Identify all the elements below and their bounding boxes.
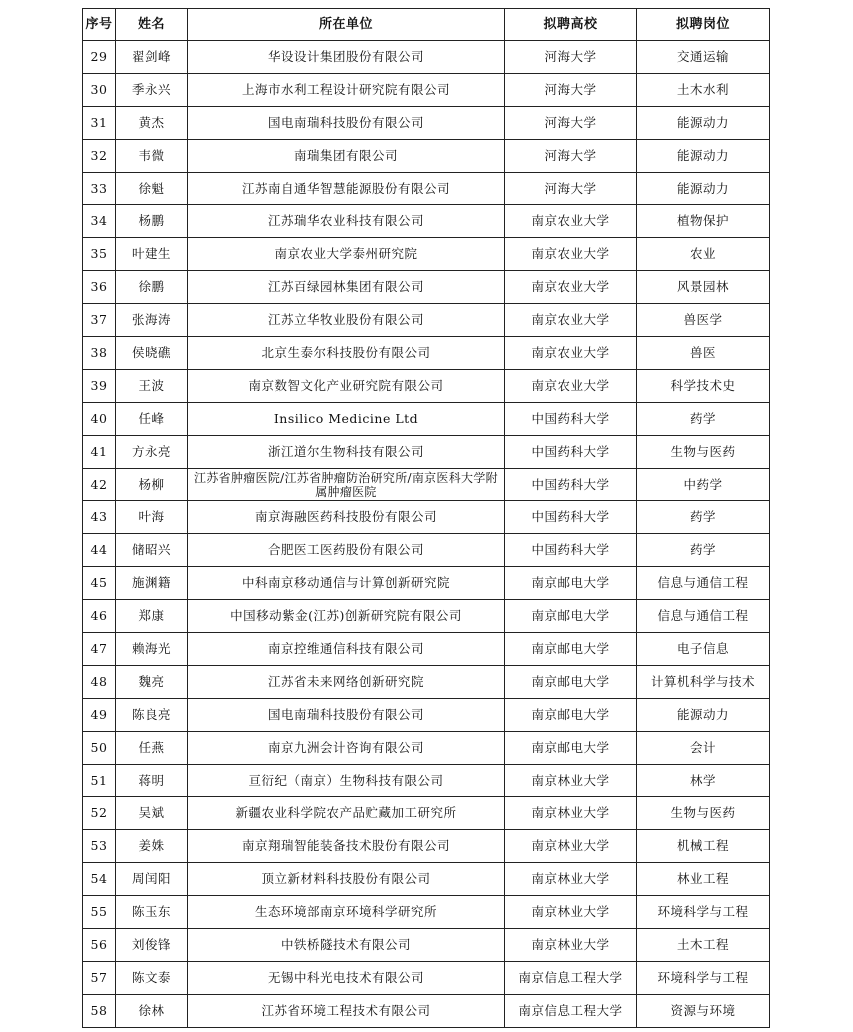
name-cell: 韦微	[116, 139, 188, 172]
position-cell: 能源动力	[637, 106, 770, 139]
position-cell: 植物保护	[637, 205, 770, 238]
table-row	[83, 402, 770, 435]
unit-cell: 华设设计集团股份有限公司	[188, 41, 505, 74]
position-cell: 信息与通信工程	[637, 567, 770, 600]
unit-cell: 江苏南自通华智慧能源股份有限公司	[188, 172, 505, 205]
unit-cell: 浙江道尔生物科技有限公司	[188, 435, 505, 468]
unit-cell: 江苏省肿瘤医院/江苏省肿瘤防治研究所/南京医科大学附属肿瘤医院	[188, 468, 505, 501]
name-cell: 黄杰	[116, 106, 188, 139]
seq-cell: 38	[83, 337, 116, 370]
university-cell: 南京农业大学	[505, 304, 637, 337]
table-row	[83, 238, 770, 271]
name-cell: 徐魁	[116, 172, 188, 205]
name-cell: 魏亮	[116, 665, 188, 698]
name-cell: 杨柳	[116, 468, 188, 501]
table-row	[83, 698, 770, 731]
university-cell: 南京邮电大学	[505, 731, 637, 764]
name-cell: 陈良亮	[116, 698, 188, 731]
position-cell: 林学	[637, 764, 770, 797]
unit-cell: 南瑞集团有限公司	[188, 139, 505, 172]
unit-cell: 江苏省环境工程技术有限公司	[188, 994, 505, 1027]
unit-cell: Insilico Medicine Ltd	[188, 402, 505, 435]
position-cell: 科学技术史	[637, 369, 770, 402]
university-cell: 南京信息工程大学	[505, 994, 637, 1027]
unit-cell: 合肥医工医药股份有限公司	[188, 534, 505, 567]
position-cell: 能源动力	[637, 698, 770, 731]
unit-cell: 国电南瑞科技股份有限公司	[188, 106, 505, 139]
university-cell: 河海大学	[505, 172, 637, 205]
seq-cell: 47	[83, 633, 116, 666]
table-row	[83, 435, 770, 468]
table-row	[83, 369, 770, 402]
position-cell: 兽医	[637, 337, 770, 370]
header-university: 拟聘高校	[505, 9, 637, 41]
seq-cell: 29	[83, 41, 116, 74]
name-cell: 陈文泰	[116, 961, 188, 994]
university-cell: 中国药科大学	[505, 534, 637, 567]
position-cell: 药学	[637, 501, 770, 534]
seq-cell: 57	[83, 961, 116, 994]
unit-cell: 南京控维通信科技有限公司	[188, 633, 505, 666]
seq-cell: 40	[83, 402, 116, 435]
table-row	[83, 896, 770, 929]
name-cell: 施渊籍	[116, 567, 188, 600]
position-cell: 会计	[637, 731, 770, 764]
university-cell: 南京邮电大学	[505, 567, 637, 600]
table-header-row	[83, 9, 770, 41]
name-cell: 任燕	[116, 731, 188, 764]
name-cell: 周闰阳	[116, 863, 188, 896]
unit-cell: 国电南瑞科技股份有限公司	[188, 698, 505, 731]
table-row	[83, 994, 770, 1027]
seq-cell: 50	[83, 731, 116, 764]
university-cell: 南京邮电大学	[505, 665, 637, 698]
seq-cell: 58	[83, 994, 116, 1027]
seq-cell: 56	[83, 929, 116, 962]
table-row	[83, 567, 770, 600]
university-cell: 中国药科大学	[505, 468, 637, 501]
table-row	[83, 172, 770, 205]
table-row	[83, 929, 770, 962]
seq-cell: 32	[83, 139, 116, 172]
seq-cell: 35	[83, 238, 116, 271]
unit-cell: 江苏立华牧业股份有限公司	[188, 304, 505, 337]
table-row	[83, 73, 770, 106]
position-cell: 兽医学	[637, 304, 770, 337]
candidate-table	[82, 8, 770, 1028]
table-row	[83, 731, 770, 764]
table-row	[83, 271, 770, 304]
unit-cell: 江苏瑞华农业科技有限公司	[188, 205, 505, 238]
seq-cell: 51	[83, 764, 116, 797]
name-cell: 赖海光	[116, 633, 188, 666]
name-cell: 方永亮	[116, 435, 188, 468]
university-cell: 中国药科大学	[505, 402, 637, 435]
unit-cell: 中铁桥隧技术有限公司	[188, 929, 505, 962]
position-cell: 风景园林	[637, 271, 770, 304]
position-cell: 环境科学与工程	[637, 896, 770, 929]
name-cell: 姜姝	[116, 830, 188, 863]
seq-cell: 45	[83, 567, 116, 600]
seq-cell: 52	[83, 797, 116, 830]
name-cell: 刘俊锋	[116, 929, 188, 962]
university-cell: 南京林业大学	[505, 896, 637, 929]
university-cell: 南京信息工程大学	[505, 961, 637, 994]
seq-cell: 55	[83, 896, 116, 929]
table-row	[83, 764, 770, 797]
university-cell: 河海大学	[505, 106, 637, 139]
university-cell: 南京农业大学	[505, 271, 637, 304]
name-cell: 陈玉东	[116, 896, 188, 929]
unit-cell: 南京翔瑞智能装备技术股份有限公司	[188, 830, 505, 863]
position-cell: 土木水利	[637, 73, 770, 106]
position-cell: 计算机科学与技术	[637, 665, 770, 698]
name-cell: 徐鹏	[116, 271, 188, 304]
unit-cell: 江苏省未来网络创新研究院	[188, 665, 505, 698]
unit-cell: 南京九洲会计咨询有限公司	[188, 731, 505, 764]
name-cell: 叶建生	[116, 238, 188, 271]
university-cell: 河海大学	[505, 139, 637, 172]
table-row	[83, 797, 770, 830]
university-cell: 南京林业大学	[505, 764, 637, 797]
university-cell: 中国药科大学	[505, 435, 637, 468]
table-row	[83, 304, 770, 337]
position-cell: 环境科学与工程	[637, 961, 770, 994]
name-cell: 张海涛	[116, 304, 188, 337]
position-cell: 生物与医药	[637, 797, 770, 830]
unit-cell: 中国移动紫金(江苏)创新研究院有限公司	[188, 600, 505, 633]
name-cell: 杨鹏	[116, 205, 188, 238]
unit-cell: 无锡中科光电技术有限公司	[188, 961, 505, 994]
table-row	[83, 41, 770, 74]
unit-cell: 北京生泰尔科技股份有限公司	[188, 337, 505, 370]
table-row	[83, 205, 770, 238]
header-name: 姓名	[116, 9, 188, 41]
name-cell: 徐林	[116, 994, 188, 1027]
position-cell: 中药学	[637, 468, 770, 501]
unit-cell: 顶立新材料科技股份有限公司	[188, 863, 505, 896]
name-cell: 翟剑峰	[116, 41, 188, 74]
seq-cell: 33	[83, 172, 116, 205]
university-cell: 南京农业大学	[505, 337, 637, 370]
university-cell: 河海大学	[505, 41, 637, 74]
table-row	[83, 830, 770, 863]
name-cell: 王波	[116, 369, 188, 402]
unit-cell: 新疆农业科学院农产品贮藏加工研究所	[188, 797, 505, 830]
seq-cell: 31	[83, 106, 116, 139]
unit-cell: 中科南京移动通信与计算创新研究院	[188, 567, 505, 600]
seq-cell: 41	[83, 435, 116, 468]
seq-cell: 39	[83, 369, 116, 402]
position-cell: 药学	[637, 402, 770, 435]
table-row	[83, 633, 770, 666]
name-cell: 储昭兴	[116, 534, 188, 567]
table-row	[83, 501, 770, 534]
name-cell: 郑康	[116, 600, 188, 633]
table-row	[83, 665, 770, 698]
table-row	[83, 863, 770, 896]
position-cell: 机械工程	[637, 830, 770, 863]
university-cell: 南京农业大学	[505, 205, 637, 238]
unit-cell: 南京海融医药科技股份有限公司	[188, 501, 505, 534]
unit-cell: 亘衍纪（南京）生物科技有限公司	[188, 764, 505, 797]
seq-cell: 30	[83, 73, 116, 106]
unit-cell: 南京农业大学泰州研究院	[188, 238, 505, 271]
name-cell: 吴斌	[116, 797, 188, 830]
name-cell: 侯晓礁	[116, 337, 188, 370]
name-cell: 季永兴	[116, 73, 188, 106]
table-body	[83, 41, 770, 1028]
table-row	[83, 600, 770, 633]
unit-cell: 江苏百绿园林集团有限公司	[188, 271, 505, 304]
unit-cell: 南京数智文化产业研究院有限公司	[188, 369, 505, 402]
seq-cell: 53	[83, 830, 116, 863]
university-cell: 中国药科大学	[505, 501, 637, 534]
header-seq: 序号	[83, 9, 116, 41]
seq-cell: 42	[83, 468, 116, 501]
university-cell: 南京林业大学	[505, 929, 637, 962]
position-cell: 信息与通信工程	[637, 600, 770, 633]
seq-cell: 48	[83, 665, 116, 698]
seq-cell: 37	[83, 304, 116, 337]
position-cell: 能源动力	[637, 139, 770, 172]
unit-cell: 上海市水利工程设计研究院有限公司	[188, 73, 505, 106]
name-cell: 蒋明	[116, 764, 188, 797]
position-cell: 药学	[637, 534, 770, 567]
table-row	[83, 139, 770, 172]
position-cell: 资源与环境	[637, 994, 770, 1027]
seq-cell: 54	[83, 863, 116, 896]
position-cell: 交通运输	[637, 41, 770, 74]
unit-cell: 生态环境部南京环境科学研究所	[188, 896, 505, 929]
seq-cell: 44	[83, 534, 116, 567]
table-row	[83, 337, 770, 370]
university-cell: 南京农业大学	[505, 238, 637, 271]
position-cell: 电子信息	[637, 633, 770, 666]
position-cell: 生物与医药	[637, 435, 770, 468]
table-row	[83, 534, 770, 567]
header-position: 拟聘岗位	[637, 9, 770, 41]
seq-cell: 36	[83, 271, 116, 304]
table-row	[83, 468, 770, 501]
university-cell: 南京林业大学	[505, 830, 637, 863]
university-cell: 河海大学	[505, 73, 637, 106]
name-cell: 叶海	[116, 501, 188, 534]
table-row	[83, 961, 770, 994]
position-cell: 农业	[637, 238, 770, 271]
university-cell: 南京林业大学	[505, 797, 637, 830]
table-row	[83, 106, 770, 139]
seq-cell: 43	[83, 501, 116, 534]
university-cell: 南京邮电大学	[505, 698, 637, 731]
position-cell: 能源动力	[637, 172, 770, 205]
university-cell: 南京农业大学	[505, 369, 637, 402]
seq-cell: 34	[83, 205, 116, 238]
seq-cell: 46	[83, 600, 116, 633]
seq-cell: 49	[83, 698, 116, 731]
header-unit: 所在单位	[188, 9, 505, 41]
university-cell: 南京邮电大学	[505, 600, 637, 633]
name-cell: 任峰	[116, 402, 188, 435]
university-cell: 南京邮电大学	[505, 633, 637, 666]
university-cell: 南京林业大学	[505, 863, 637, 896]
position-cell: 土木工程	[637, 929, 770, 962]
position-cell: 林业工程	[637, 863, 770, 896]
